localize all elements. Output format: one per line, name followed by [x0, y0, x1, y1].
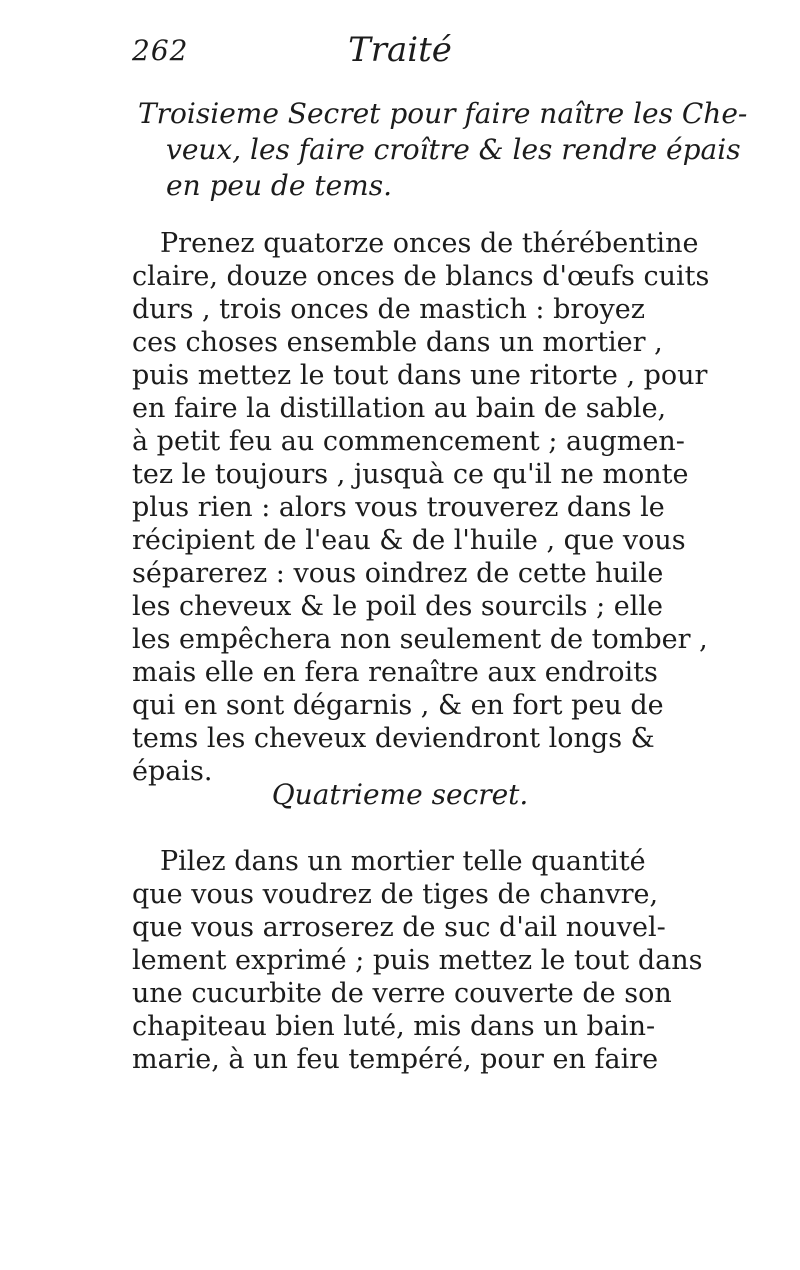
text-line: marie, à un feu tempéré, pour en faire	[132, 1044, 659, 1075]
page-number: 262	[132, 34, 189, 67]
text-line: que vous arroserez de suc d'ail nouvel-	[132, 912, 666, 943]
title-line: Troisieme Secret pour faire naître les Che-	[138, 97, 748, 130]
text-line: épais.	[132, 756, 213, 787]
text-line: chapiteau bien luté, mis dans un bain-	[132, 1011, 656, 1042]
section-title	[132, 96, 748, 204]
text-line: que vous voudrez de tiges de chanvre,	[132, 879, 659, 910]
page-header	[0, 30, 800, 74]
running-title: Traité	[348, 30, 452, 70]
text-line: durs , trois onces de mastich : broyez	[132, 294, 646, 325]
text-line: lement exprimé ; puis mettez le tout dans	[132, 945, 703, 976]
text-line: les empêchera non seulement de tomber ,	[132, 624, 708, 655]
text-line: mais elle en fera renaître aux endroits	[132, 657, 658, 688]
text-line: à petit feu au commencement ; augmen-	[132, 426, 685, 457]
paragraph-1	[132, 227, 710, 788]
text-line: une cucurbite de verre couverte de son	[132, 978, 672, 1009]
text-line: qui en sont dégarnis , & en fort peu de	[132, 690, 664, 721]
title-line: veux, les faire croître & les rendre épais	[166, 133, 741, 166]
text-line: Prenez quatorze onces de thérébentine	[160, 228, 699, 259]
text-line: puis mettez le tout dans une ritorte , pour	[132, 360, 708, 391]
title-line: en peu de tems.	[166, 169, 392, 202]
text-line: les cheveux & le poil des sourcils ; elle	[132, 591, 664, 622]
text-line: plus rien : alors vous trouverez dans le	[132, 492, 665, 523]
text-line: tems les cheveux deviendront longs &	[132, 723, 655, 754]
text-line: tez le toujours , jusquà ce qu'il ne monte	[132, 459, 689, 490]
text-line: claire, douze onces de blancs d'œufs cuits	[132, 261, 710, 292]
subheading: Quatrieme secret.	[271, 778, 529, 811]
paragraph-2	[132, 845, 703, 1076]
text-line: en faire la distillation au bain de sable,	[132, 393, 667, 424]
text-line: Pilez dans un mortier telle quantité	[160, 846, 646, 877]
text-line: séparerez : vous oindrez de cette huile	[132, 558, 664, 589]
text-line: ces choses ensemble dans un mortier ,	[132, 327, 663, 358]
text-line: récipient de l'eau & de l'huile , que vous	[132, 525, 686, 556]
